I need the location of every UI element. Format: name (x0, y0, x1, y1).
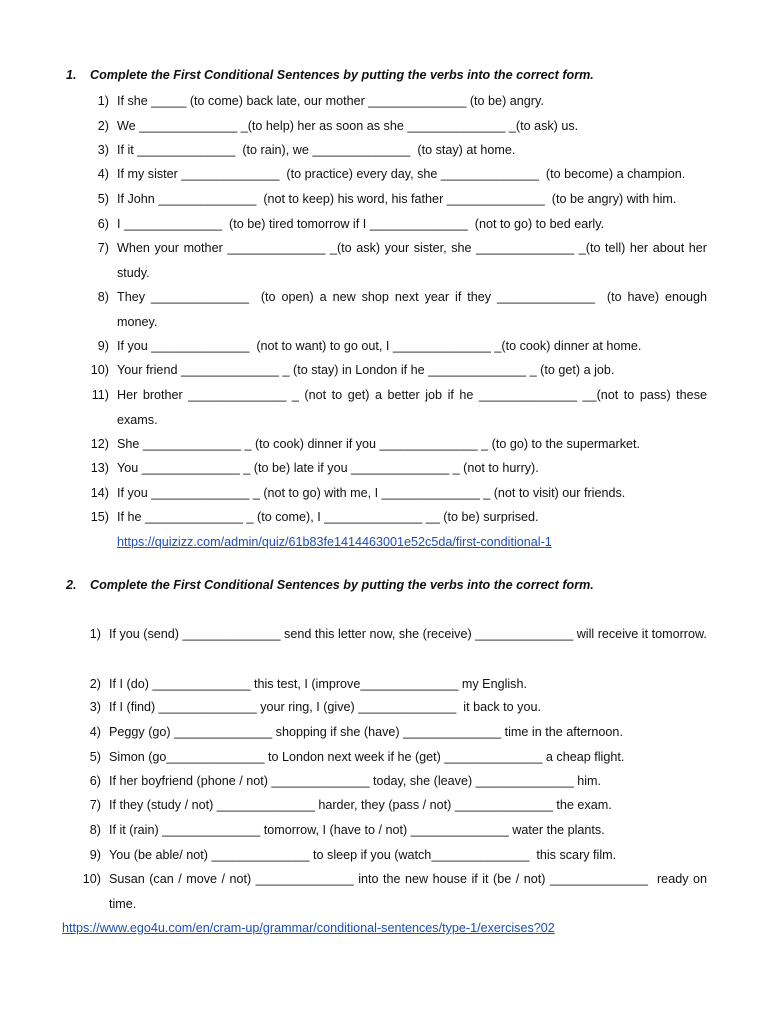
item-text: If they (study / not) ______________ harder, they (pass / not) ______________ the exam. (109, 798, 612, 812)
section-2-heading (66, 578, 716, 592)
item-number: 2) (89, 677, 101, 691)
exercise-2-item-3 (89, 695, 707, 720)
item-text: Peggy (go) ______________ shopping if she (have) ______________ time in the afternoon. (109, 725, 623, 739)
ego4u-link[interactable]: https://www.ego4u.com/en/cram-up/grammar/conditional-sentences/type-1/exercises?02 (62, 921, 555, 935)
item-text: I ______________ (to be) tired tomorrow if I ______________ (not to go) to bed early. (117, 217, 605, 231)
exercise-2-item-1 (89, 622, 707, 647)
exercise-1-item-4 (97, 162, 707, 187)
item-number: 7) (89, 798, 101, 812)
item-number: 10) (90, 363, 109, 377)
item-text: Her brother ______________ _ (not to get) a better job if he ______________ __(not to pass) these exams. (117, 388, 711, 427)
item-number: 15) (90, 510, 109, 524)
exercise-1-item-11 (91, 383, 711, 432)
item-text: If I (find) ______________ your ring, I (give) ______________ it back to you. (109, 700, 541, 714)
item-text: If you ______________ (not to want) to go out, I ______________ _(to cook) dinner at home. (117, 339, 642, 353)
item-number: 7) (97, 241, 109, 255)
exercise-1-item-14 (90, 481, 707, 506)
item-text: You (be able/ not) ______________ to sleep if you (watch______________ this scary film. (109, 848, 617, 862)
section-2-number: 2. (66, 578, 77, 592)
exercise-1-item-3 (97, 138, 707, 163)
item-number: 13) (90, 461, 109, 475)
item-text: When your mother ______________ _(to ask) your sister, she ______________ _(to tell) her about her study. (117, 241, 711, 280)
quizizz-link[interactable]: https://quizizz.com/admin/quiz/61b83fe1414463001e52c5da/first-conditional-1 (117, 535, 552, 549)
item-text: Your friend ______________ _ (to stay) in London if he ______________ _ (to get) a job. (117, 363, 615, 377)
item-text: If it (rain) ______________ tomorrow, I (have to / not) ______________ water the plants. (109, 823, 605, 837)
item-text: Simon (go______________ to London next week if he (get) ______________ a cheap flight. (109, 750, 625, 764)
exercise-2-item-8 (89, 818, 707, 843)
item-text: If he ______________ _ (to come), I ______________ __ (to be) surprised. (117, 510, 539, 524)
section-2-heading-text: Complete the First Conditional Sentences by putting the verbs into the correct form. (90, 578, 594, 592)
item-number: 12) (90, 437, 109, 451)
exercise-1-item-5 (97, 187, 707, 212)
exercise-1-item-12 (90, 432, 707, 457)
exercise-1-item-6 (97, 212, 707, 237)
item-number: 5) (89, 750, 101, 764)
section-1-number: 1. (66, 68, 77, 82)
exercise-1-item-1 (97, 89, 707, 114)
exercise-1-item-15 (90, 505, 707, 530)
item-text: If she _____ (to come) back late, our mother ______________ (to be) angry. (117, 94, 544, 108)
item-number: 9) (97, 339, 109, 353)
item-text: If it ______________ (to rain), we ______________ (to stay) at home. (117, 143, 516, 157)
section-1-heading (66, 68, 716, 82)
exercise-1-item-9 (97, 334, 707, 359)
exercise-1-item-2 (97, 114, 707, 139)
item-number: 1) (97, 94, 109, 108)
exercise-2-item-9 (89, 843, 707, 868)
section-1-heading-text: Complete the First Conditional Sentences by putting the verbs into the correct form. (90, 68, 594, 82)
exercise-1-item-10 (90, 358, 707, 383)
item-text: If John ______________ (not to keep) his word, his father ______________ (to be angry) with him. (117, 192, 677, 206)
item-number: 4) (89, 725, 101, 739)
item-number: 9) (89, 848, 101, 862)
item-text: Susan (can / move / not) ______________ into the new house if it (be / not) ______________ ready on time. (109, 872, 711, 911)
exercise-2-item-10 (82, 867, 711, 916)
item-number: 6) (89, 774, 101, 788)
exercise-1-item-8 (97, 285, 711, 334)
item-number: 3) (97, 143, 109, 157)
item-number: 11) (91, 388, 109, 402)
item-number: 10) (82, 872, 101, 886)
exercise-2-item-2 (89, 672, 707, 697)
exercise-2-item-5 (89, 745, 707, 770)
exercise-2-item-6 (89, 769, 707, 794)
item-number: 14) (90, 486, 109, 500)
item-text: If her boyfriend (phone / not) ______________ today, she (leave) ______________ him. (109, 774, 601, 788)
item-number: 8) (97, 290, 109, 304)
item-number: 2) (97, 119, 109, 133)
item-text: If you (send) ______________ send this letter now, she (receive) ______________ will receive it tomorrow. (109, 627, 707, 641)
item-number: 3) (89, 700, 101, 714)
item-number: 4) (97, 167, 109, 181)
item-number: 6) (97, 217, 109, 231)
item-text: If you ______________ _ (not to go) with me, I ______________ _ (not to visit) our friends. (117, 486, 626, 500)
item-number: 8) (89, 823, 101, 837)
item-text: She ______________ _ (to cook) dinner if you ______________ _ (to go) to the supermarket. (117, 437, 641, 451)
item-text: You ______________ _ (to be) late if you ______________ _ (not to hurry). (117, 461, 539, 475)
item-text: We ______________ _(to help) her as soon as she ______________ _(to ask) us. (117, 119, 579, 133)
exercise-1-item-13 (90, 456, 707, 481)
exercise-1-item-7 (97, 236, 711, 285)
item-number: 5) (97, 192, 109, 206)
item-text: They ______________ (to open) a new shop next year if they ______________ (to have) enough money. (117, 290, 711, 329)
exercise-2-item-4 (89, 720, 707, 745)
item-text: If my sister ______________ (to practice) every day, she ______________ (to become) a champion. (117, 167, 686, 181)
exercise-2-item-7 (89, 793, 707, 818)
item-text: If I (do) ______________ this test, I (improve______________ my English. (109, 677, 527, 691)
item-number: 1) (89, 627, 101, 641)
